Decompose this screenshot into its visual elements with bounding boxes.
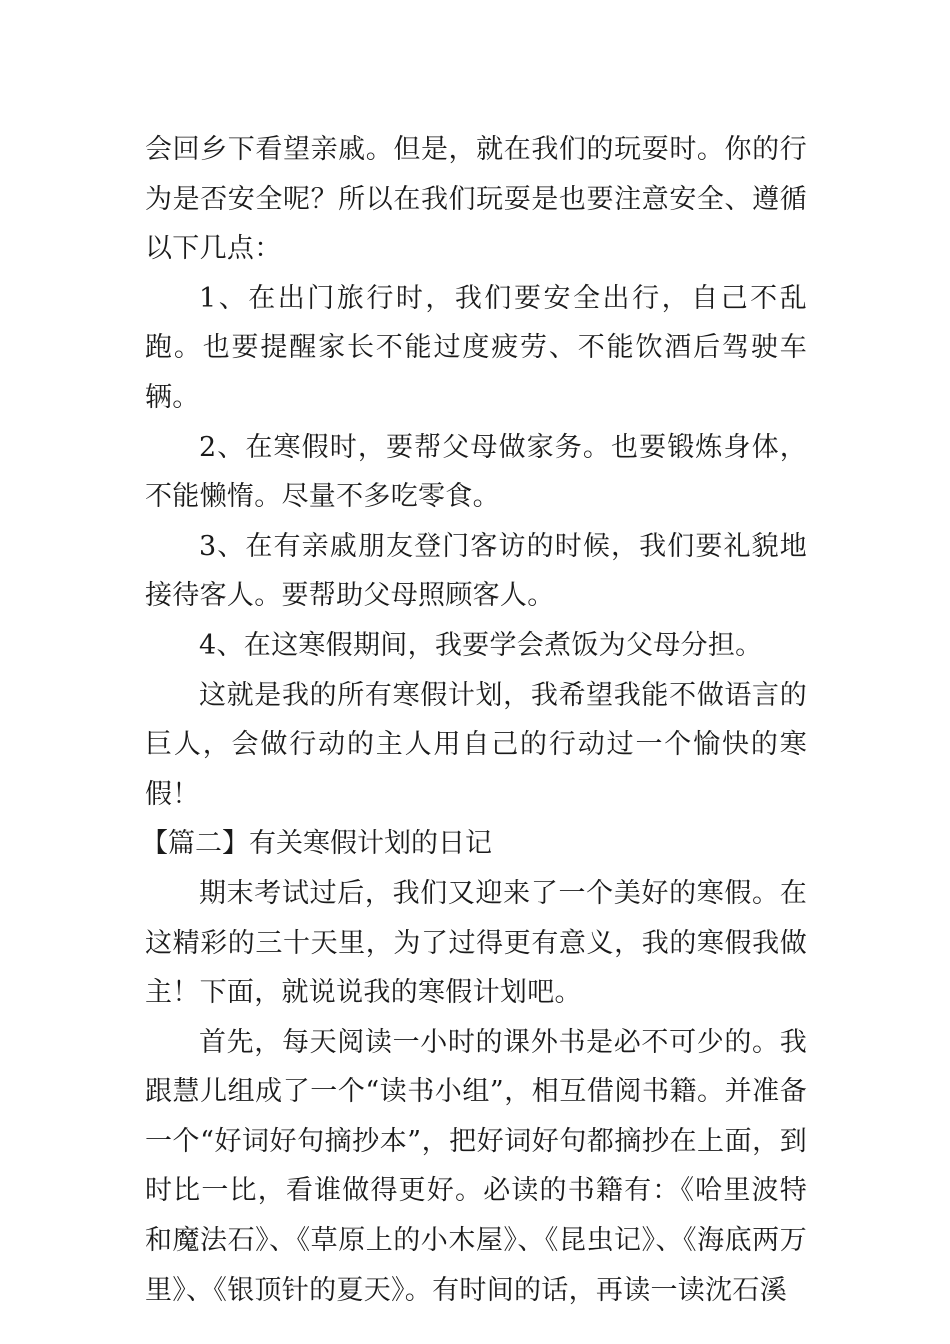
list-item-travel-safety: 1、在出门旅行时，我们要安全出行，自己不乱跑。也要提醒家长不能过度疲劳、不能饮酒后驾驶车辆。 <box>145 282 807 413</box>
document-body <box>141 125 807 1315</box>
paragraph-conclusion: 这就是我的所有寒假计划，我希望我能不做语言的巨人，会做行动的主人用自己的行动过一个愉快的寒假！ <box>145 679 807 810</box>
list-item-cooking: 4、在这寒假期间，我要学会煮饭为父母分担。 <box>199 629 763 661</box>
paragraph-intro: 期末考试过后，我们又迎来了一个美好的寒假。在这精彩的三十天里，为了过得更有意义，我的寒假我做主！下面，就说说我的寒假计划吧。 <box>145 877 807 1009</box>
list-item-housework: 2、在寒假时，要帮父母做家务。也要锻炼身体，不能懒惰。尽量不多吃零食。 <box>145 431 807 513</box>
paragraph-continuation: 会回乡下看望亲戚。但是，就在我们的玩耍时。你的行为是否安全呢？所以在我们玩耍是也要注意安全、遵循以下几点： <box>145 134 807 265</box>
section-heading: 【篇二】有关寒假计划的日记 <box>141 828 492 860</box>
list-item-guests: 3、在有亲戚朋友登门客访的时候，我们要礼貌地接待客人。要帮助父母照顾客人。 <box>145 530 807 612</box>
paragraph-reading-plan: 首先，每天阅读一小时的课外书是必不可少的。我跟慧儿组成了一个“读书小组”，相互借阅书籍。并准备一个“好词好句摘抄本”，把好词好句都摘抄在上面，到时比一比，看谁做得更好。必读的书籍有：《哈里波特和魔法石》、《草原上的小木屋》、《昆虫记》、《海底两万里》、《银顶针的夏天》。有时间的话，再读一读沈石溪 <box>145 1026 807 1306</box>
